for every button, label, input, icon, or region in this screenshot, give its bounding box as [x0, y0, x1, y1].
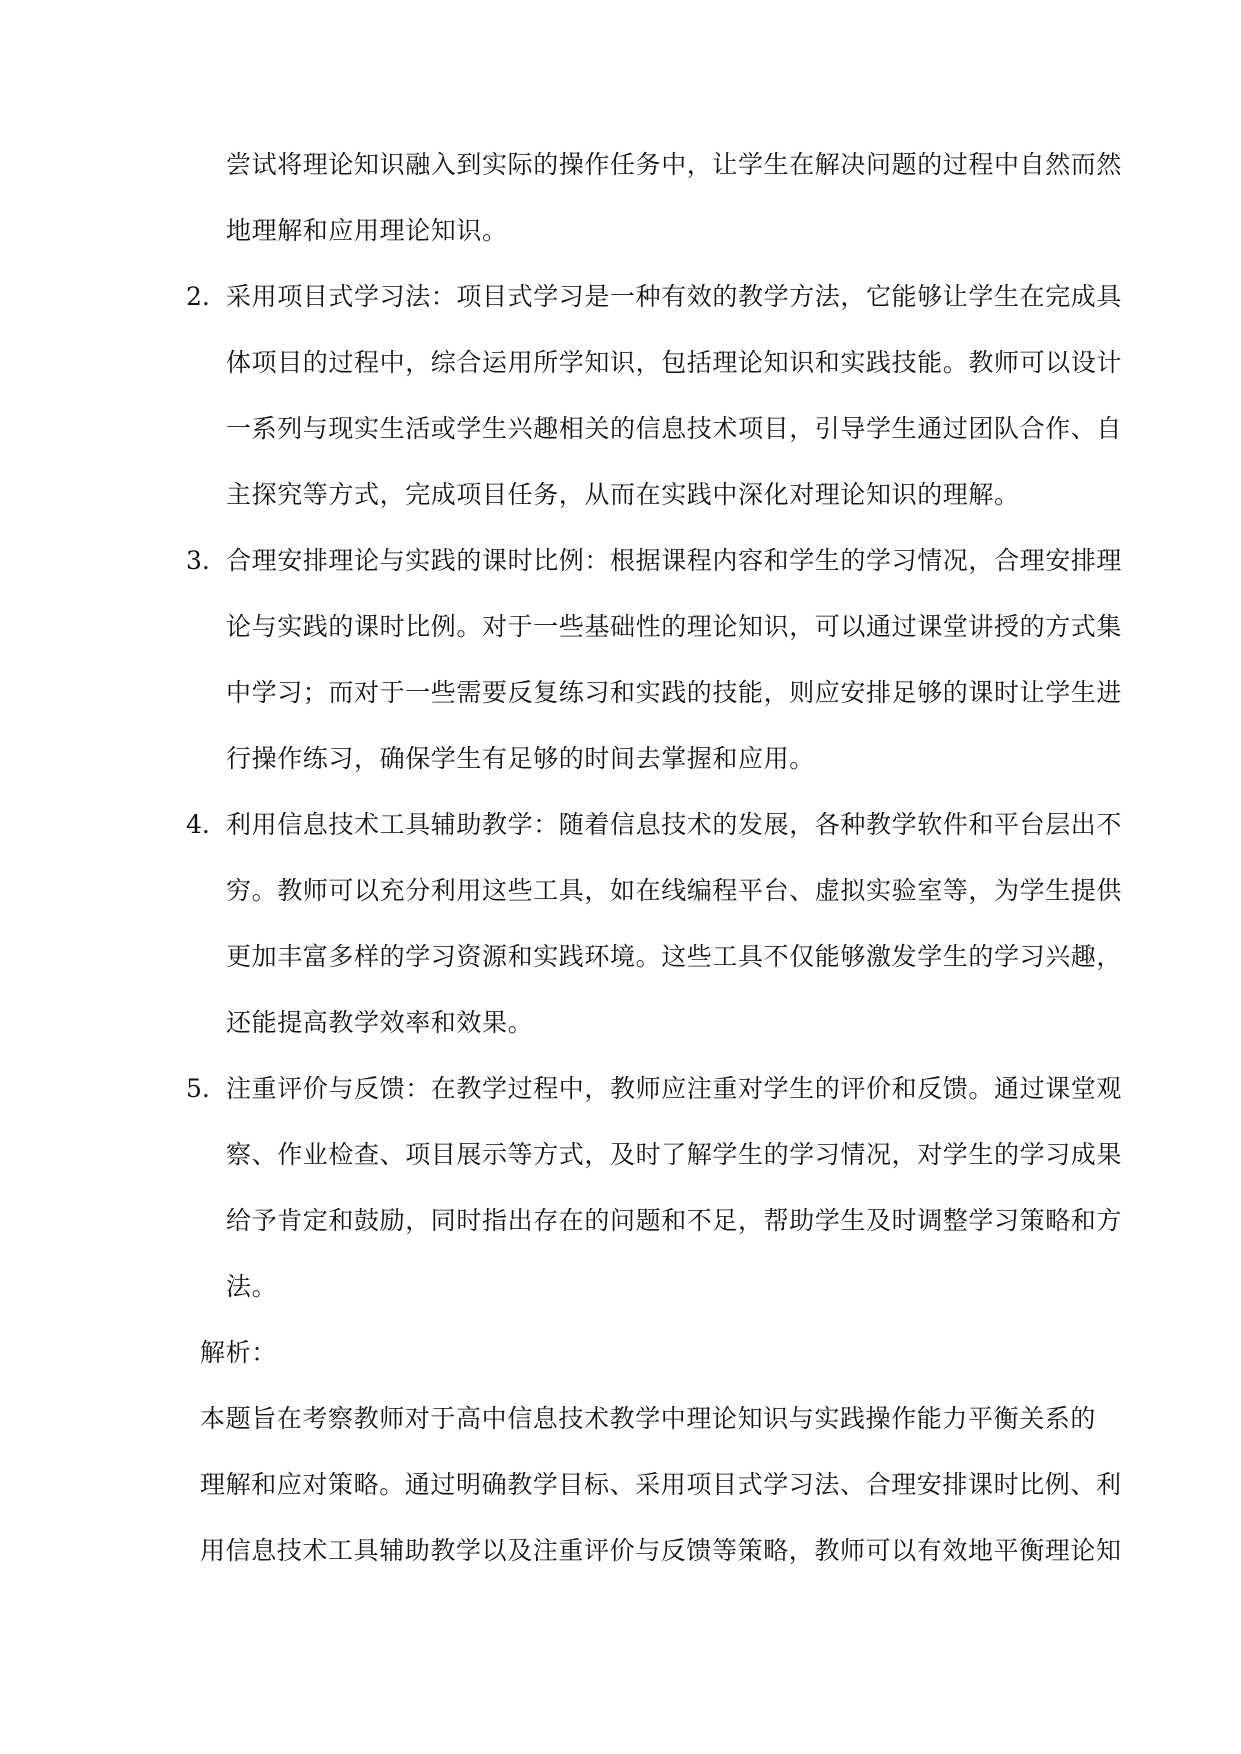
continuation-line-2: 地理解和应用理论知识。	[226, 216, 508, 245]
list-item-2-line-2: 体项目的过程中，综合运用所学知识，包括理论知识和实践技能。教师可以设计	[226, 348, 1123, 377]
analysis-line-1: 本题旨在考察教师对于高中信息技术教学中理论知识与实践操作能力平衡关系的	[200, 1404, 1097, 1433]
list-item-5-line-3: 给予肯定和鼓励，同时指出存在的问题和不足，帮助学生及时调整学习策略和方	[226, 1206, 1123, 1235]
list-item-4-line-3: 更加丰富多样的学习资源和实践环境。这些工具不仅能够激发学生的学习兴趣，	[226, 942, 1123, 971]
list-item-number-3: 3.	[186, 546, 210, 575]
list-item-3-line-3: 中学习；而对于一些需要反复练习和实践的技能，则应安排足够的课时让学生进	[226, 678, 1123, 707]
list-item-3-line-1: 合理安排理论与实践的课时比例：根据课程内容和学生的学习情况，合理安排理	[226, 546, 1123, 575]
list-item-4-line-1: 利用信息技术工具辅助教学：随着信息技术的发展，各种教学软件和平台层出不	[226, 810, 1123, 839]
continuation-line-1: 尝试将理论知识融入到实际的操作任务中，让学生在解决问题的过程中自然而然	[226, 150, 1123, 179]
list-item-4-line-2: 穷。教师可以充分利用这些工具，如在线编程平台、虚拟实验室等，为学生提供	[226, 876, 1123, 905]
analysis-line-2: 理解和应对策略。通过明确教学目标、采用项目式学习法、合理安排课时比例、利	[200, 1470, 1122, 1499]
list-item-5-line-1: 注重评价与反馈：在教学过程中，教师应注重对学生的评价和反馈。通过课堂观	[226, 1074, 1123, 1103]
list-item-5-line-4: 法。	[226, 1272, 278, 1301]
list-item-2-line-3: 一系列与现实生活或学生兴趣相关的信息技术项目，引导学生通过团队合作、自	[226, 414, 1123, 443]
list-item-number-2: 2.	[186, 282, 210, 311]
list-item-2-line-1: 采用项目式学习法：项目式学习是一种有效的教学方法，它能够让学生在完成具	[226, 282, 1123, 311]
list-item-5-line-2: 察、作业检查、项目展示等方式，及时了解学生的学习情况，对学生的学习成果	[226, 1140, 1123, 1169]
list-item-2-line-4: 主探究等方式，完成项目任务，从而在实践中深化对理论知识的理解。	[226, 480, 1020, 509]
list-item-number-5: 5.	[186, 1074, 210, 1103]
list-item-3-line-2: 论与实践的课时比例。对于一些基础性的理论知识，可以通过课堂讲授的方式集	[226, 612, 1123, 641]
analysis-line-3: 用信息技术工具辅助教学以及注重评价与反馈等策略，教师可以有效地平衡理论知	[200, 1536, 1122, 1565]
analysis-label: 解析：	[200, 1338, 277, 1367]
list-item-number-4: 4.	[186, 810, 210, 839]
list-item-3-line-4: 行操作练习，确保学生有足够的时间去掌握和应用。	[226, 744, 815, 773]
list-item-4-line-4: 还能提高教学效率和效果。	[226, 1008, 534, 1037]
